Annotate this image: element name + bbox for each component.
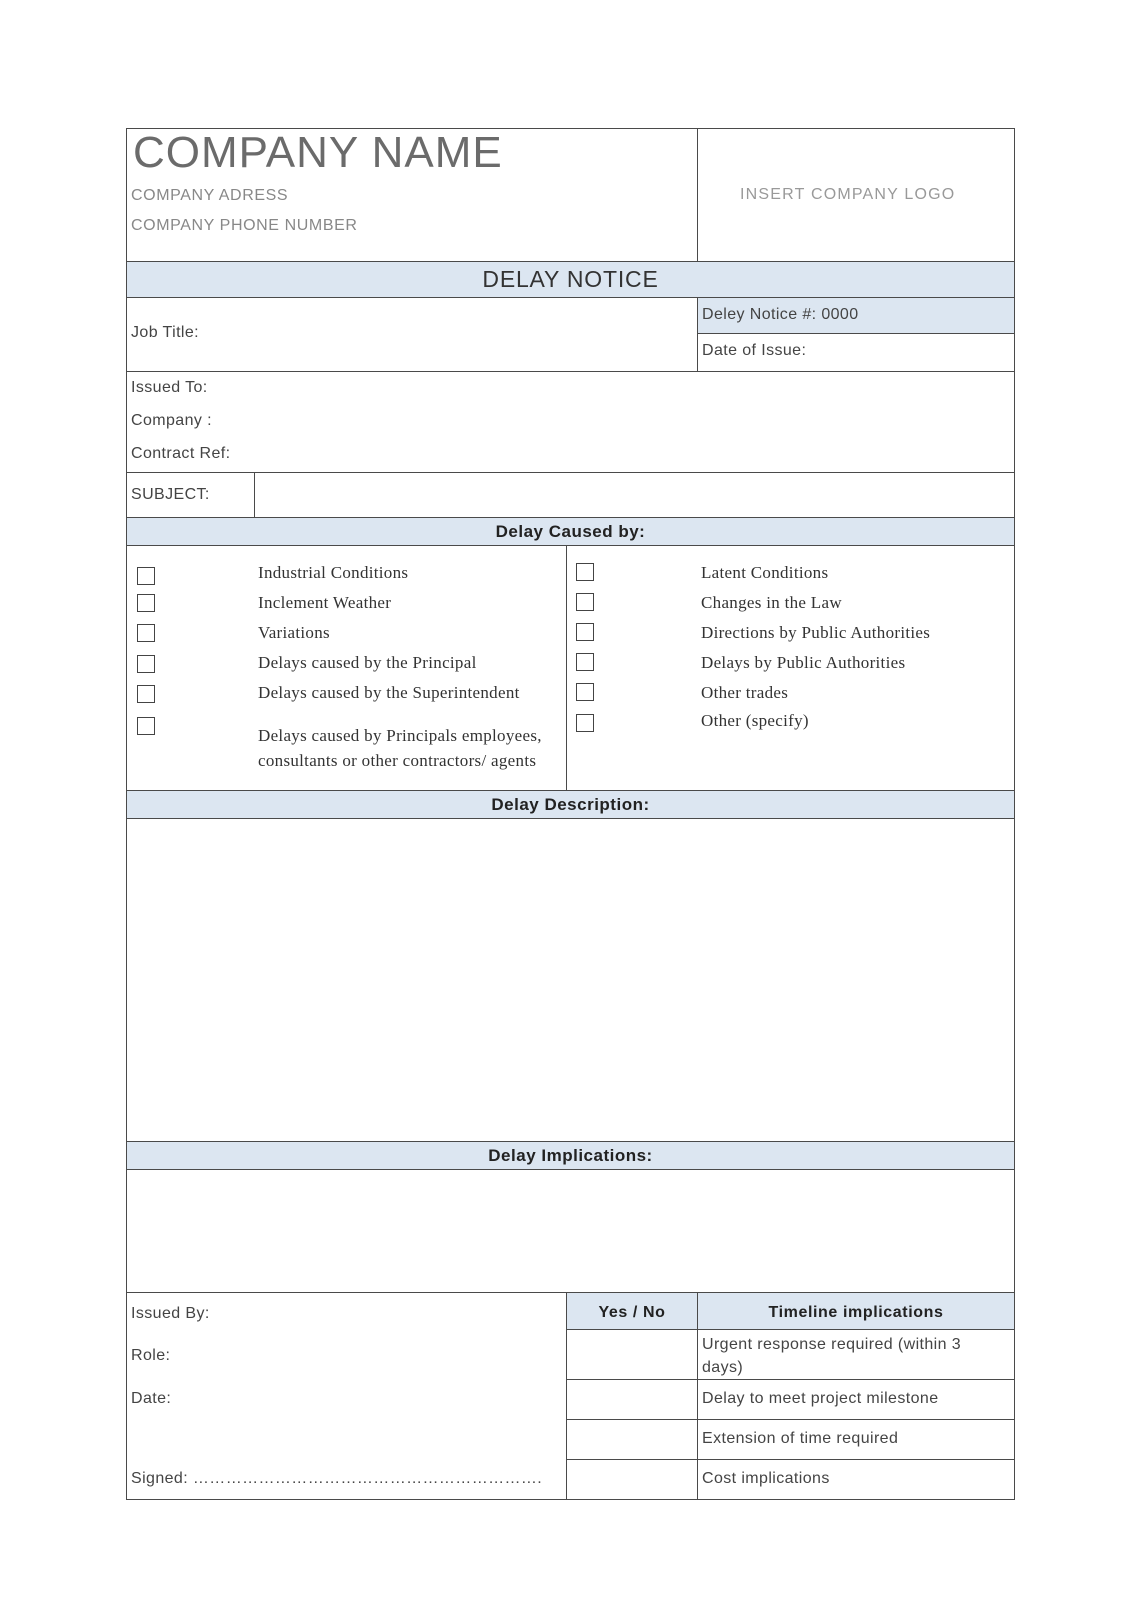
- yes-no-project-milestone[interactable]: [568, 1381, 696, 1418]
- subject-divider: [254, 472, 255, 518]
- cause-label-other-trades: Other trades: [701, 683, 789, 702]
- contract-ref-label[interactable]: Contract Ref:: [131, 445, 231, 462]
- cause-label-delays-superintendent: Delays caused by the Superintendent: [258, 683, 520, 702]
- logo-placeholder[interactable]: INSERT COMPANY LOGO: [740, 186, 956, 203]
- checkbox-delays-superintendent[interactable]: [137, 685, 155, 703]
- delay-implications-area[interactable]: [126, 1169, 1015, 1293]
- company-phone: COMPANY PHONE NUMBER: [131, 217, 358, 234]
- checkbox-inclement-weather[interactable]: [137, 594, 155, 612]
- timeline-project-milestone: Delay to meet project milestone: [702, 1390, 939, 1407]
- cause-label-delays-principal: Delays caused by the Principal: [258, 653, 477, 672]
- timeline-urgent-response-cont: days): [702, 1359, 744, 1376]
- checkbox-changes-in-law[interactable]: [576, 593, 594, 611]
- notice-number-label[interactable]: Deley Notice #: 0000: [702, 306, 859, 323]
- timeline-urgent-response: Urgent response required (within 3: [702, 1336, 962, 1353]
- job-title-label[interactable]: Job Title:: [131, 324, 200, 341]
- delay-caused-by-heading: Delay Caused by:: [126, 517, 1015, 546]
- company-address: COMPANY ADRESS: [131, 187, 289, 204]
- cause-label-latent-conditions: Latent Conditions: [701, 563, 829, 582]
- checkbox-delays-principal[interactable]: [137, 655, 155, 673]
- yes-no-header: Yes / No: [598, 1304, 666, 1321]
- date-label[interactable]: Date:: [131, 1390, 172, 1407]
- delay-description-area[interactable]: [126, 818, 1015, 1142]
- causes-divider: [566, 545, 567, 791]
- signed-label[interactable]: Signed: ……………………………………………………….: [131, 1470, 543, 1487]
- footer-row-divider-2: [566, 1419, 1015, 1420]
- issued-to-label[interactable]: Issued To:: [131, 379, 208, 396]
- checkbox-latent-conditions[interactable]: [576, 563, 594, 581]
- footer-row-divider-1: [566, 1379, 1015, 1380]
- company-label[interactable]: Company :: [131, 412, 212, 429]
- header-divider: [697, 128, 698, 262]
- cause-label-inclement-weather: Inclement Weather: [258, 593, 392, 612]
- yes-no-cost-implications[interactable]: [568, 1461, 696, 1498]
- timeline-cost-implications: Cost implications: [702, 1470, 830, 1487]
- checkbox-directions-public-authorities[interactable]: [576, 623, 594, 641]
- cause-label-consultants-contractors: consultants or other contractors/ agents: [258, 751, 537, 770]
- yes-no-urgent-response[interactable]: [568, 1331, 696, 1378]
- delay-description-heading: Delay Description:: [126, 790, 1015, 819]
- cause-label-directions-public-authorities: Directions by Public Authorities: [701, 623, 931, 642]
- company-name: COMPANY NAME: [133, 128, 503, 177]
- timeline-extension-of-time: Extension of time required: [702, 1430, 899, 1447]
- checkbox-other-trades[interactable]: [576, 683, 594, 701]
- date-of-issue-label[interactable]: Date of Issue:: [702, 342, 807, 359]
- checkbox-other-specify[interactable]: [576, 714, 594, 732]
- page-title: DELAY NOTICE: [126, 261, 1015, 298]
- checkbox-variations[interactable]: [137, 624, 155, 642]
- footer-row-divider-3: [566, 1459, 1015, 1460]
- cause-label-variations: Variations: [258, 623, 330, 642]
- cause-label-delays-public-authorities: Delays by Public Authorities: [701, 653, 906, 672]
- delay-implications-heading: Delay Implications:: [126, 1141, 1015, 1170]
- issued-by-label[interactable]: Issued By:: [131, 1305, 210, 1322]
- recipient-box: [126, 371, 1015, 473]
- timeline-header: Timeline implications: [768, 1304, 944, 1321]
- subject-input[interactable]: [256, 474, 1013, 516]
- subject-label: SUBJECT:: [131, 486, 210, 503]
- yes-no-extension-of-time[interactable]: [568, 1421, 696, 1458]
- cause-label-industrial-conditions: Industrial Conditions: [258, 563, 409, 582]
- checkbox-delays-principals-employees[interactable]: [137, 717, 155, 735]
- checkbox-delays-public-authorities[interactable]: [576, 653, 594, 671]
- cause-label-delays-principals-employees: Delays caused by Principals employees,: [258, 726, 542, 745]
- checkbox-industrial-conditions[interactable]: [137, 567, 155, 585]
- cause-label-changes-in-law: Changes in the Law: [701, 593, 842, 612]
- role-label[interactable]: Role:: [131, 1347, 171, 1364]
- cause-label-other-specify: Other (specify): [701, 711, 809, 730]
